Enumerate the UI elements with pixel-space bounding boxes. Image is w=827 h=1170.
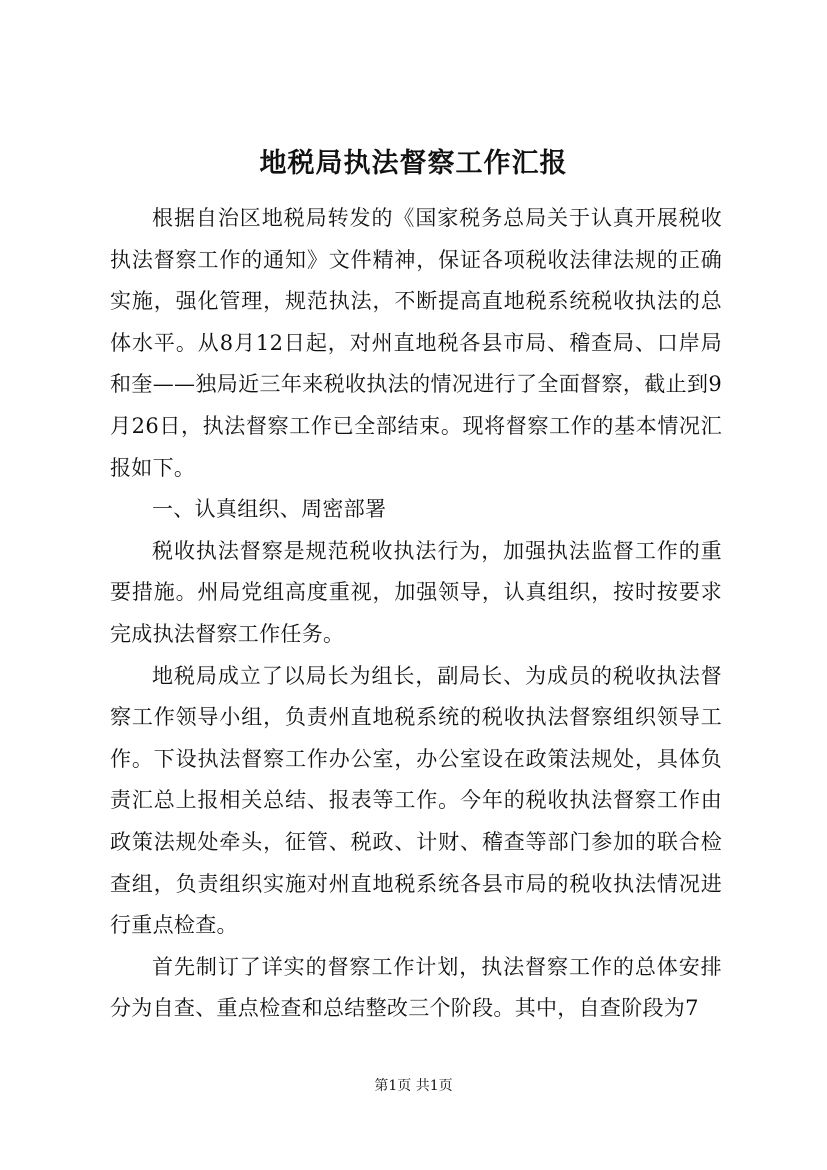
page-footer: 第1页 共1页: [374, 1078, 453, 1094]
paragraph-2: 税收执法督察是规范税收执法行为，加强执法监督工作的重要措施。州局党组高度重视，加强领导，认真组织，按时按要求完成执法督察工作任务。: [110, 538, 722, 646]
document-title: 地税局执法督察工作汇报: [259, 148, 568, 179]
paragraph-intro: 根据自治区地税局转发的《国家税务总局关于认真开展税收执法督察工作的通知》文件精神，保证各项税收法律法规的正确实施，强化管理，规范执法，不断提高直地税系统税收执法的总体水平。从8月12日起，对州直地税各县市局、稽查局、口岸局和奎——独局近三年来税收执法的情况进行了全面督察，截止到9月26日，执法督察工作已全部结束。现将督察工作的基本情况汇报如下。: [110, 206, 722, 480]
paragraph-4: 首先制订了详实的督察工作计划，执法督察工作的总体安排分为自查、重点检查和总结整改三个阶段。其中，自查阶段为7: [110, 954, 722, 1021]
section-heading-1: 一、认真组织、周密部署: [152, 497, 387, 522]
paragraph-3: 地税局成立了以局长为组长，副局长、为成员的税收执法督察工作领导小组，负责州直地税系统的税收执法督察组织领导工作。下设执法督察工作办公室，办公室设在政策法规处，具体负责汇总上报相关总结、报表等工作。今年的税收执法督察工作由政策法规处牵头，征管、税政、计财、稽查等部门参加的联合检查组，负责组织实施对州直地税系统各县市局的税收执法情况进行重点检查。: [110, 663, 722, 938]
document-body: [110, 198, 722, 1030]
